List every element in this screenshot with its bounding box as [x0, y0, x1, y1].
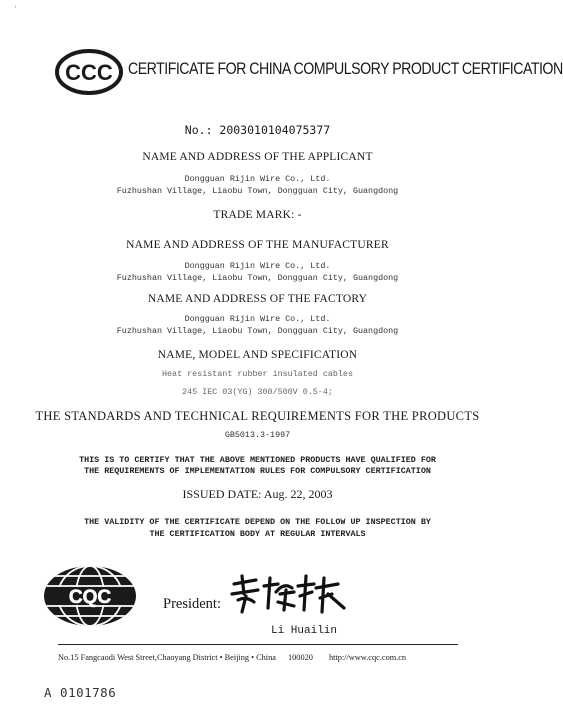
manufacturer-address: Fuzhushan Village, Liaobu Town, Dongguan City, Guangdong — [116, 273, 399, 283]
factory-name: Dongguan Rijin Wire Co., Ltd. — [184, 314, 331, 324]
issued-date-label: ISSUED DATE: — [182, 487, 262, 501]
validity-line-1: THE VALIDITY OF THE CERTIFICATE DEPEND ON THE FOLLOW UP INSPECTION BY — [84, 517, 431, 527]
certify-line-2: THE REQUIREMENTS OF IMPLEMENTATION RULES FOR COMPULSORY CERTIFICATION — [84, 466, 431, 476]
certificate-number: No.: 2003010104075377 — [184, 123, 331, 137]
president-signature — [228, 572, 358, 614]
applicant-heading: NAME AND ADDRESS OF THE APPLICANT — [142, 151, 373, 163]
product-model: 245 IEC 03(YG) 300/500V 0.5-4; — [182, 387, 333, 397]
issued-date-row — [0, 487, 515, 502]
footer-postcode: 100020 — [288, 653, 313, 662]
issued-date-value: Aug. 22, 2003 — [263, 487, 333, 501]
certify-line-1: THIS IS TO CERTIFY THAT THE ABOVE MENTIONED PRODUCTS HAVE QUALIFIED FOR — [79, 455, 436, 465]
manufacturer-name: Dongguan Rijin Wire Co., Ltd. — [184, 261, 331, 271]
trade-mark: TRADE MARK: - — [213, 209, 302, 221]
cqc-logo-text: CQC — [68, 587, 112, 608]
footer-contact — [58, 653, 458, 662]
standards-code: GB5013.3-1997 — [224, 430, 291, 440]
product-name: Heat resistant rubber insulated cables — [162, 369, 353, 379]
footer-rule — [58, 644, 458, 645]
ccc-logo — [54, 48, 124, 96]
standards-heading: THE STANDARDS AND TECHNICAL REQUIREMENTS FOR THE PRODUCTS — [35, 409, 480, 423]
factory-address: Fuzhushan Village, Liaobu Town, Dongguan City, Guangdong — [116, 326, 399, 336]
president-label: President: — [163, 596, 221, 612]
product-heading: NAME, MODEL AND SPECIFICATION — [157, 349, 358, 361]
applicant-name: Dongguan Rijin Wire Co., Ltd. — [184, 174, 331, 184]
footer-url[interactable]: http://www.cqc.com.cn — [328, 653, 407, 662]
manufacturer-heading: NAME AND ADDRESS OF THE MANUFACTURER — [126, 239, 389, 251]
ccc-logo-text: CCC — [65, 60, 113, 85]
validity-line-2: THE CERTIFICATION BODY AT REGULAR INTERVALS — [149, 529, 366, 539]
applicant-address: Fuzhushan Village, Liaobu Town, Dongguan City, Guangdong — [116, 186, 399, 196]
footer-address: No.15 Fangcaodi West Street,Chaoyang District • Beijing • China — [58, 653, 276, 662]
factory-heading: NAME AND ADDRESS OF THE FACTORY — [147, 293, 368, 305]
cqc-logo — [40, 562, 140, 630]
certificate-title: CERTIFICATE FOR CHINA COMPULSORY PRODUCT CERTIFICATION — [128, 60, 563, 78]
corner-mark: ‘ — [14, 4, 17, 13]
signer-name: Li Huailin — [271, 625, 338, 637]
serial-number: A 0101786 — [44, 685, 117, 700]
